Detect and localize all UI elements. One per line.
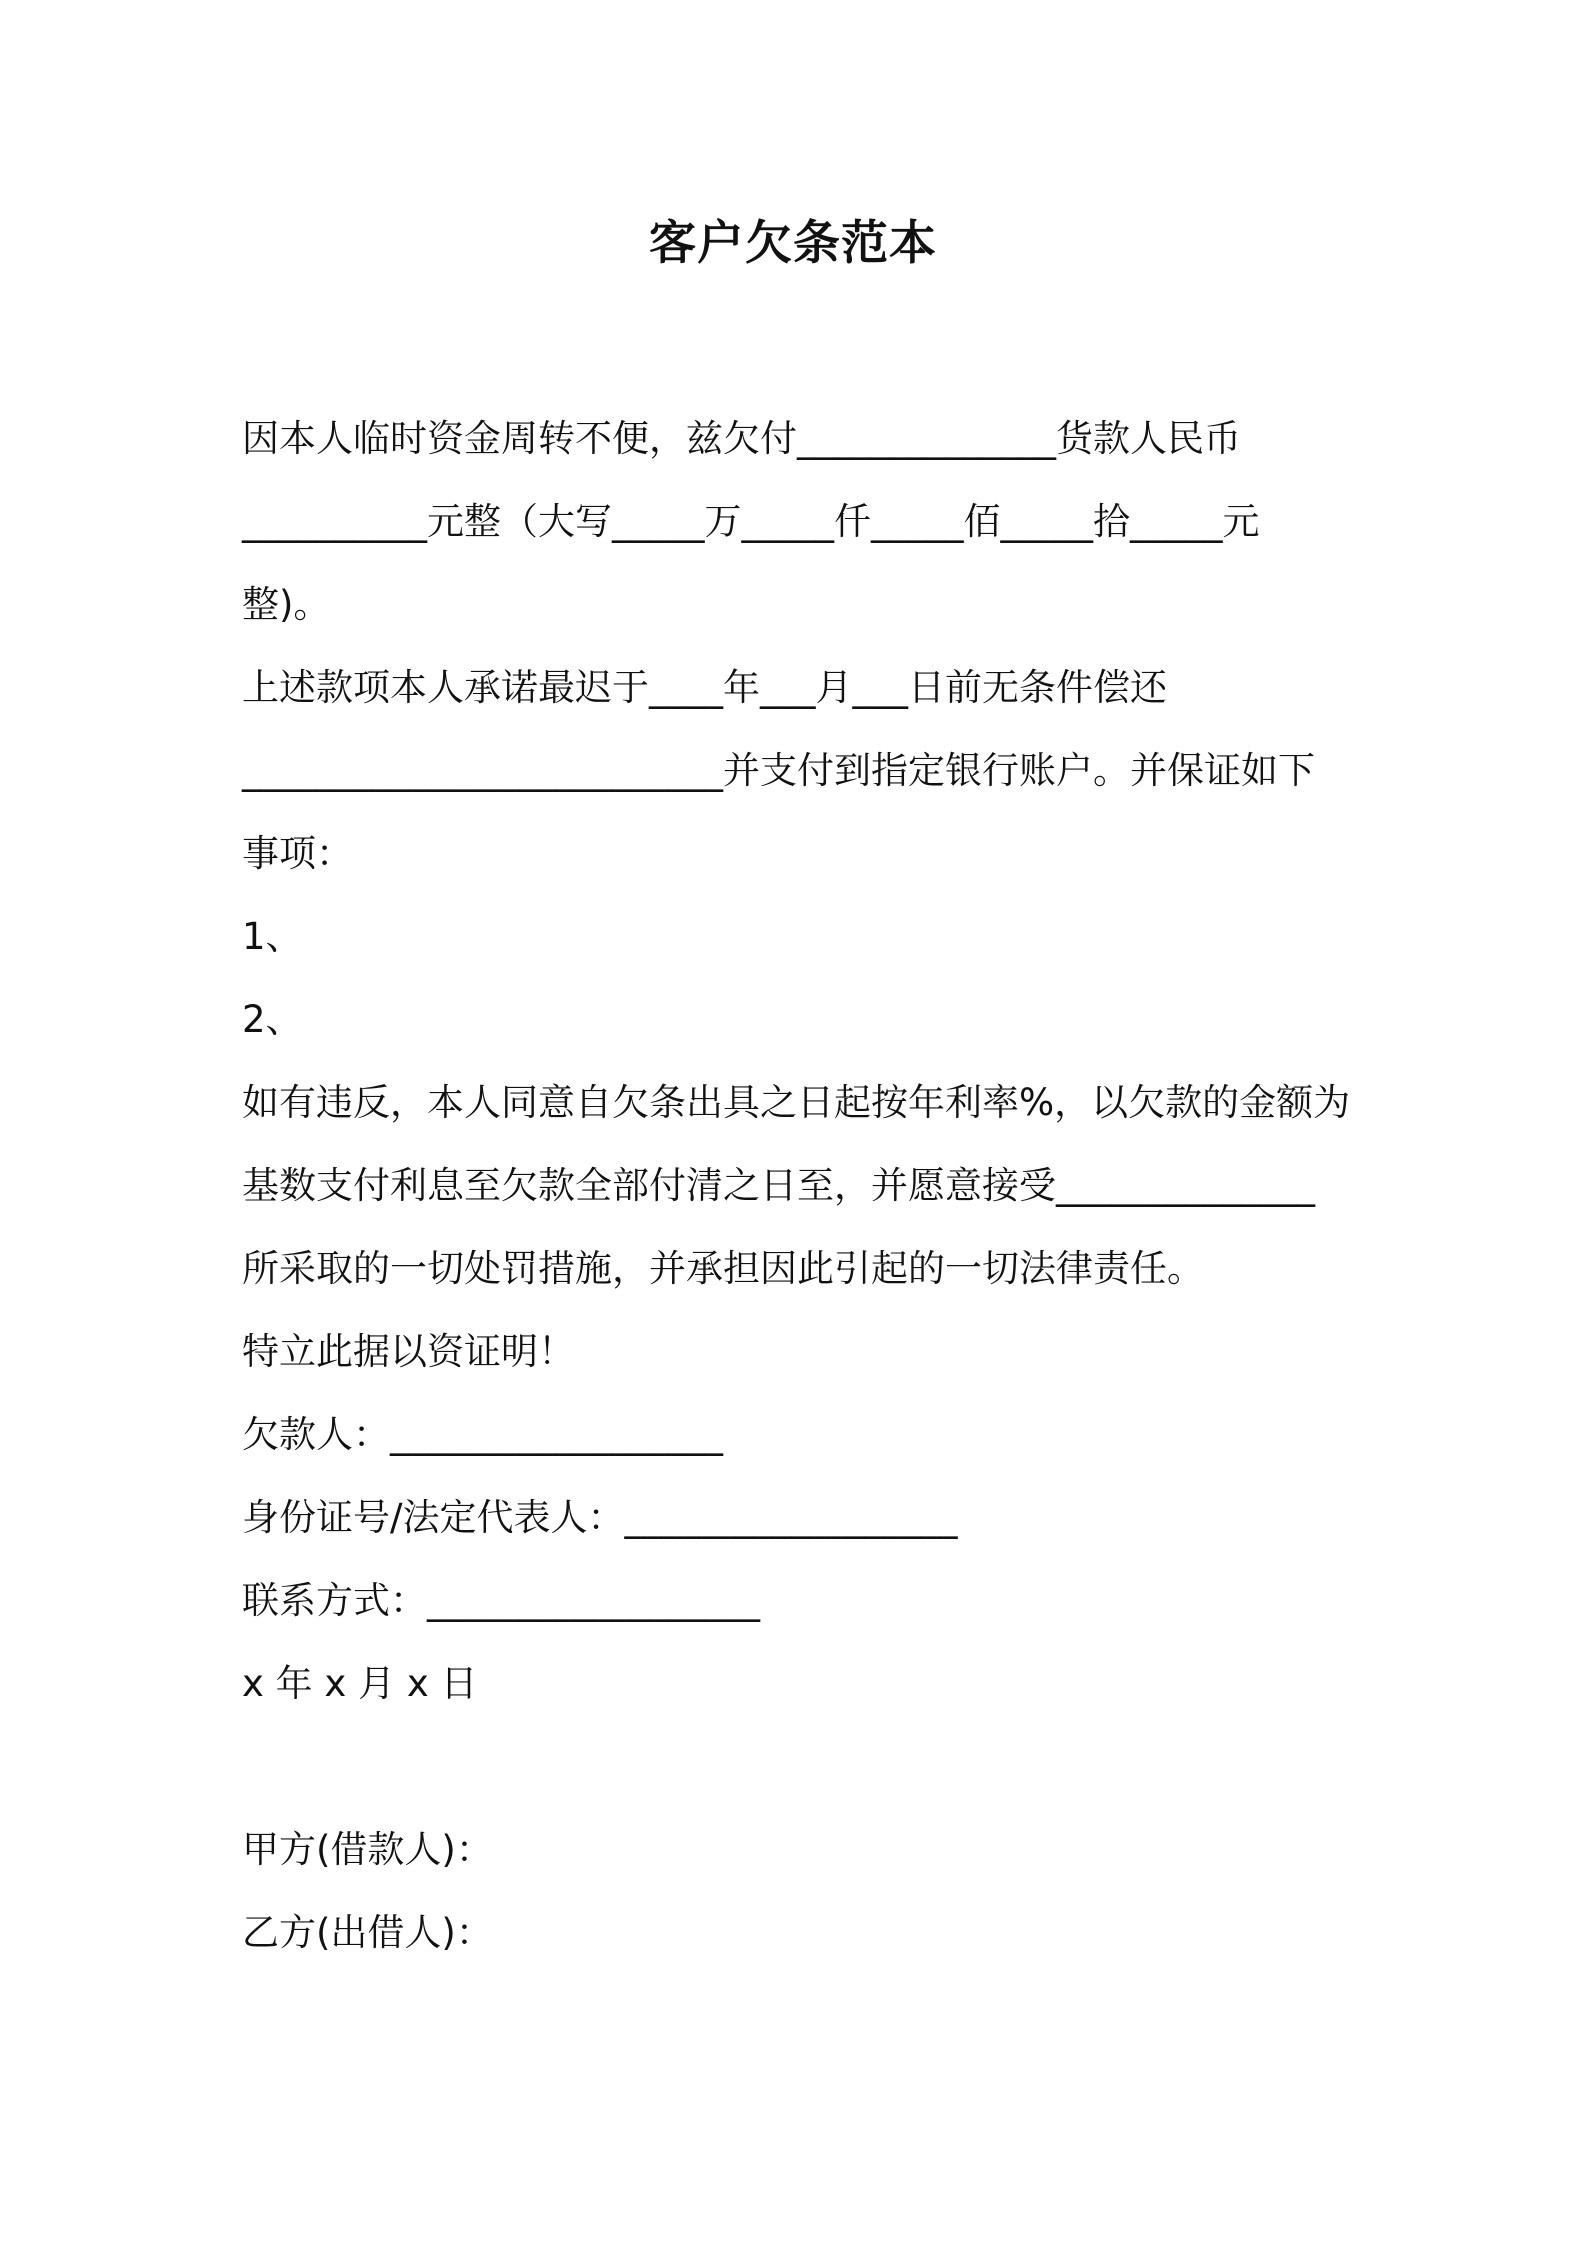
party-a-borrower: 甲方(借款人)： (242, 1828, 493, 1871)
body-line-liability: 所采取的一切处罚措施，并承担因此引起的一切法律责任。 (242, 1247, 1204, 1290)
body-line-amount: __________元整（大写_____万_____仟_____佰_____拾_____元 (242, 500, 1260, 543)
body-line-repay-date: 上述款项本人承诺最迟于____年___月___日前无条件偿还 (242, 666, 1167, 709)
id-number-field: 身份证号/法定代表人：__________________ (242, 1496, 958, 1539)
body-line-certification: 特立此据以资证明！ (242, 1330, 575, 1373)
body-line-amount-end: 整)。 (242, 583, 331, 626)
document-title: 客户欠条范本 (649, 216, 937, 271)
debtor-field: 欠款人：__________________ (242, 1413, 723, 1456)
body-line-violation: 如有违反，本人同意自欠条出具之日起按年利率%，以欠款的金额为 (242, 1081, 1351, 1124)
date-line: x 年 x 月 x 日 (242, 1662, 478, 1705)
contact-field: 联系方式：__________________ (242, 1579, 760, 1622)
body-line-bank-account: __________________________并支付到指定银行账户。并保证如下 (242, 749, 1315, 792)
body-line-items-heading: 事项： (242, 832, 353, 875)
list-item-1: 1、 (242, 915, 303, 958)
list-item-2: 2、 (242, 998, 303, 1041)
party-b-lender: 乙方(出借人)： (242, 1911, 493, 1954)
body-line-interest: 基数支付利息至欠款全部付清之日至，并愿意接受______________ (242, 1164, 1315, 1207)
body-line-debt-statement: 因本人临时资金周转不便，兹欠付______________货款人民币 (242, 417, 1241, 460)
